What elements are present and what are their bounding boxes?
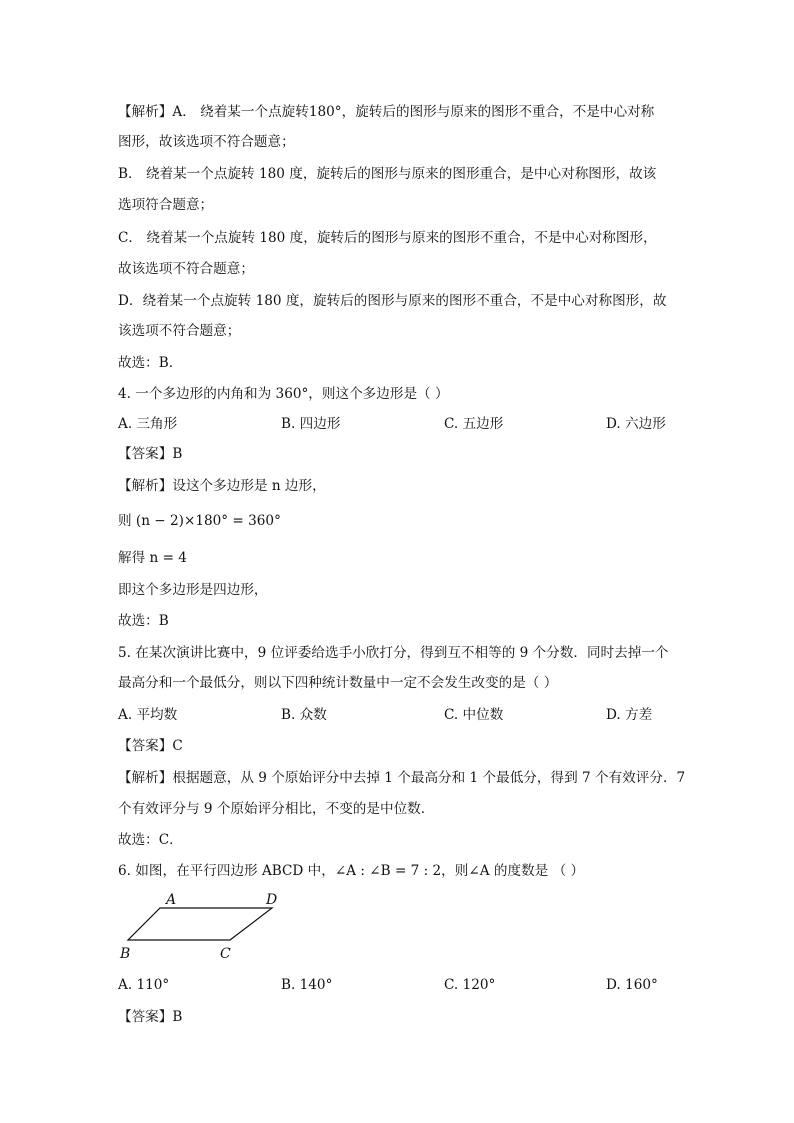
conclusion-line: 故选：B． — [118, 355, 183, 371]
formula-line: 则 (n − 2)×180° = 360° — [118, 513, 281, 529]
analysis-line: 【解析】设这个多边形是 n 边形， — [118, 478, 326, 494]
option-c: C. 五边形 — [444, 416, 504, 432]
conclusion-line: 故选：B — [118, 613, 169, 629]
vertex-label-d: D — [266, 892, 278, 908]
option-a: A. 平均数 — [118, 707, 178, 723]
analysis-line: 该选项不符合题意； — [118, 323, 241, 339]
question-stem: 4. 一个多边形的内角和为 360°，则这个多边形是（ ） — [118, 386, 449, 402]
answer-line: 【答案】C — [118, 738, 183, 754]
analysis-line: 【解析】根据题意，从 9 个原始评分中去掉 1 个最高分和 1 个最低分，得到 7 个有效评分．7 — [118, 770, 686, 786]
question-stem: 5. 在某次演讲比赛中，9 位评委给选手小欣打分，得到互不相等的 9 个分数．同时去掉一个 — [118, 645, 669, 661]
analysis-line: 故该选项不符合题意； — [118, 261, 254, 277]
parallelogram-figure — [116, 888, 306, 968]
analysis-line: 即这个多边形是四边形， — [118, 582, 268, 598]
formula-line: 解得 n = 4 — [118, 550, 187, 566]
analysis-line: B． 绕着某一个点旋转 180 度，旋转后的图形与原来的图形重合，是中心对称图形，故该 — [118, 166, 657, 182]
analysis-line: 【解析】A． 绕着某一个点旋转180°，旋转后的图形与原来的图形不重合，不是中心对称 — [118, 104, 655, 120]
vertex-label-b: B — [120, 946, 131, 962]
question-stem: 6. 如图，在平行四边形 ABCD 中，∠A : ∠B = 7 : 2，则∠A 的度数是 （ ） — [118, 863, 585, 879]
option-a: A. 110° — [118, 977, 170, 993]
analysis-line: 个有效评分与 9 个原始评分相比，不变的是中位数． — [118, 801, 435, 817]
option-d: D. 方差 — [606, 707, 653, 723]
answer-line: 【答案】B — [118, 446, 183, 462]
analysis-line: 图形，故该选项不符合题意； — [118, 134, 295, 150]
option-d: D. 160° — [606, 977, 658, 993]
option-b: B. 140° — [281, 977, 333, 993]
option-d: D. 六边形 — [606, 416, 666, 432]
question-stem: 最高分和一个最低分，则以下四种统计数量中一定不会发生改变的是（ ） — [118, 675, 558, 691]
vertex-label-a: A — [166, 892, 177, 908]
vertex-label-c: C — [220, 946, 231, 962]
option-c: C. 120° — [444, 977, 496, 993]
analysis-line: D．绕着某一个点旋转 180 度，旋转后的图形与原来的图形不重合，不是中心对称图形，故 — [118, 293, 667, 309]
analysis-line: C． 绕着某一个点旋转 180 度，旋转后的图形与原来的图形不重合，不是中心对称图形， — [118, 230, 657, 246]
option-b: B. 众数 — [281, 707, 327, 723]
answer-line: 【答案】B — [118, 1009, 183, 1025]
conclusion-line: 故选：C． — [118, 832, 183, 848]
option-a: A. 三角形 — [118, 416, 178, 432]
parallelogram-shape — [128, 908, 272, 940]
option-b: B. 四边形 — [281, 416, 341, 432]
option-c: C. 中位数 — [444, 707, 504, 723]
analysis-line: 选项符合题意； — [118, 197, 214, 213]
